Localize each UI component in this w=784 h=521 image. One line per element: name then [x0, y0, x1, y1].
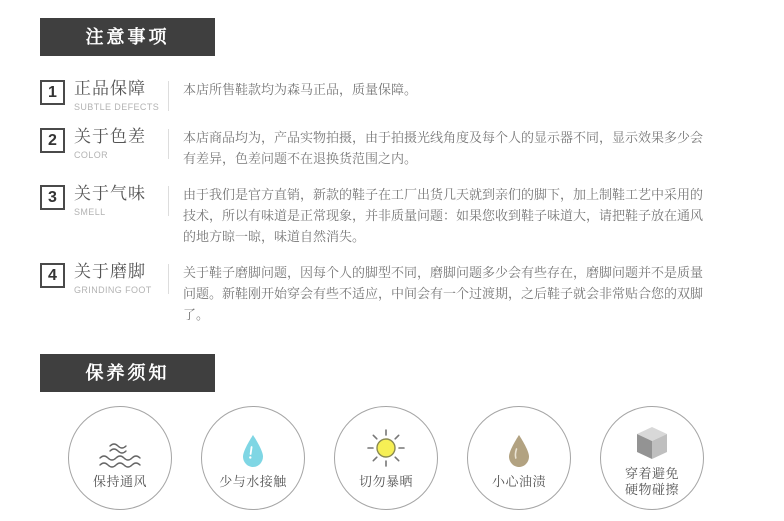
item-title: 正品保障 — [74, 79, 146, 98]
sun-icon — [365, 427, 407, 469]
notice-item-foot-rubbing — [40, 261, 714, 325]
care-label: 保持通风 — [92, 473, 147, 489]
notice-list — [40, 78, 714, 339]
item-title: 关于磨脚 — [74, 262, 146, 281]
water-drop-icon — [239, 427, 267, 469]
notice-item-color — [40, 126, 714, 169]
item-text: 由于我们是官方直销，新款的鞋子在工厂出货几天就到亲们的脚下，加上制鞋工艺中采用的技术，所以有味道是正常现象，并非质量问题：如果您收到鞋子味道大，请把鞋子放在通风的地方晾一晾，味道自然消失。 — [183, 187, 704, 244]
item-subtitle: SUBTLE DEFECTS — [74, 102, 160, 112]
notice-item-badge — [40, 126, 168, 160]
item-text: 关于鞋子磨脚问题，因每个人的脚型不同，磨脚问题多少会有些存在，磨脚问题并不是质量问题。新鞋刚开始穿会有些不适应，中间会有一个过渡期，之后鞋子就会非常贴合您的双脚了。 — [183, 265, 704, 322]
care-label: 小心油渍 — [491, 473, 546, 489]
cube-icon — [634, 419, 670, 461]
notice-item-smell — [40, 183, 714, 247]
notice-item-authentic — [40, 78, 714, 112]
care-circle-avoid-water — [201, 406, 305, 510]
notice-item-badge — [40, 78, 168, 112]
care-circle-avoid-hard-objects — [600, 406, 704, 510]
care-section-title: 保养须知 — [40, 354, 215, 392]
oil-drop-icon — [505, 427, 533, 469]
notice-item-badge — [40, 261, 168, 295]
care-circle-beware-oil-stains — [467, 406, 571, 510]
care-label-line2: 硬物碰擦 — [624, 481, 679, 497]
item-number-box: 1 — [40, 80, 65, 105]
item-subtitle: GRINDING FOOT — [74, 285, 152, 295]
care-label — [625, 466, 679, 498]
care-circle-no-sun-exposure — [334, 406, 438, 510]
care-label-line1: 穿着避免 — [624, 465, 679, 481]
item-title: 关于色差 — [74, 127, 146, 146]
notice-section-title: 注意事项 — [40, 18, 215, 56]
item-title: 关于气味 — [74, 184, 146, 203]
item-number-box: 3 — [40, 185, 65, 210]
wind-waves-icon — [98, 427, 142, 469]
care-tips-row — [68, 406, 704, 510]
care-circle-ventilation — [68, 406, 172, 510]
item-number-box: 4 — [40, 263, 65, 288]
item-text: 本店商品均为，产品实物拍摄，由于拍摄光线角度及每个人的显示器不同，显示效果多少会有差异，色差问题不在退换货范围之内。 — [183, 130, 704, 166]
item-text: 本店所售鞋款均为森马正品，质量保障。 — [183, 82, 418, 97]
item-number-box: 2 — [40, 128, 65, 153]
care-label: 少与水接触 — [219, 473, 287, 489]
item-subtitle: COLOR — [74, 150, 109, 160]
item-subtitle: SMELL — [74, 207, 106, 217]
notice-item-badge — [40, 183, 168, 217]
care-label: 切勿暴晒 — [358, 473, 413, 489]
